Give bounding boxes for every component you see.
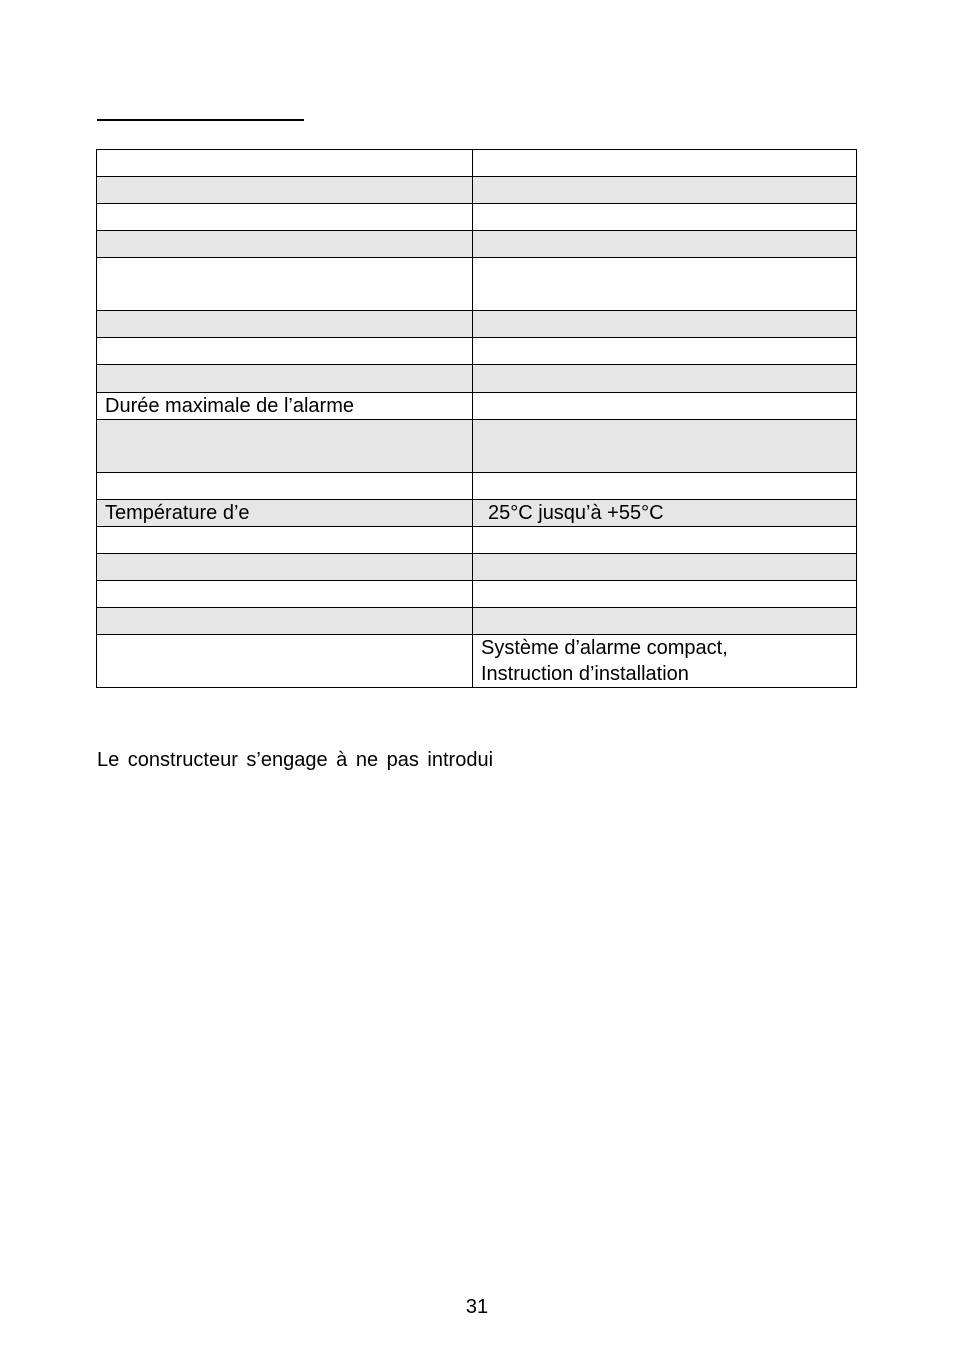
table-row: [97, 338, 857, 365]
spec-value: [473, 527, 857, 554]
table-row: [97, 150, 857, 177]
spec-label: [97, 527, 473, 554]
spec-value: [473, 204, 857, 231]
table-row: [97, 554, 857, 581]
spec-label: [97, 258, 473, 311]
table-row: [97, 527, 857, 554]
spec-label: [97, 635, 473, 688]
spec-label: [97, 581, 473, 608]
table-row: [97, 500, 857, 527]
spec-label: [97, 420, 473, 473]
spec-label: [97, 177, 473, 204]
spec-label: [97, 338, 473, 365]
heading-underline: [97, 119, 304, 121]
table-row: [97, 204, 857, 231]
table-row: [97, 581, 857, 608]
spec-label: [97, 554, 473, 581]
spec-value: [473, 365, 857, 393]
spec-label: Température d’e: [97, 500, 473, 527]
spec-value: [473, 338, 857, 365]
intro-paragraph: Le constructeur s’engage à ne pas introdui: [97, 749, 494, 771]
spec-value: 25°C jusqu’à +55°C: [473, 500, 857, 527]
spec-value: [473, 554, 857, 581]
spec-value: [473, 258, 857, 311]
spec-label: [97, 204, 473, 231]
spec-value: [473, 608, 857, 635]
spec-value: [473, 635, 857, 688]
table-row: [97, 420, 857, 473]
spec-label: [97, 311, 473, 338]
spec-label: [97, 231, 473, 258]
spec-label: [97, 608, 473, 635]
spec-value: [473, 581, 857, 608]
table-row: [97, 608, 857, 635]
spec-value: [473, 420, 857, 473]
spec-label: Durée maximale de l’alarme: [97, 393, 473, 420]
table-row: [97, 365, 857, 393]
spec-label: [97, 365, 473, 393]
table-row: [97, 231, 857, 258]
table-row: [97, 311, 857, 338]
table-row: [97, 473, 857, 500]
spec-value: [473, 393, 857, 420]
spec-value: [473, 311, 857, 338]
spec-label: [97, 473, 473, 500]
table-row: [97, 177, 857, 204]
specifications-table: [96, 149, 857, 688]
spec-value: [473, 150, 857, 177]
spec-value: [473, 473, 857, 500]
table-row: [97, 635, 857, 688]
spec-label: [97, 150, 473, 177]
page-number: 31: [465, 1296, 489, 1318]
spec-value: [473, 231, 857, 258]
spec-value: [473, 177, 857, 204]
table-row: [97, 393, 857, 420]
table-row: [97, 258, 857, 311]
spec-value-line: Système d’alarme compact,: [481, 637, 728, 659]
spec-value-line: Instruction d’installation: [481, 663, 689, 685]
